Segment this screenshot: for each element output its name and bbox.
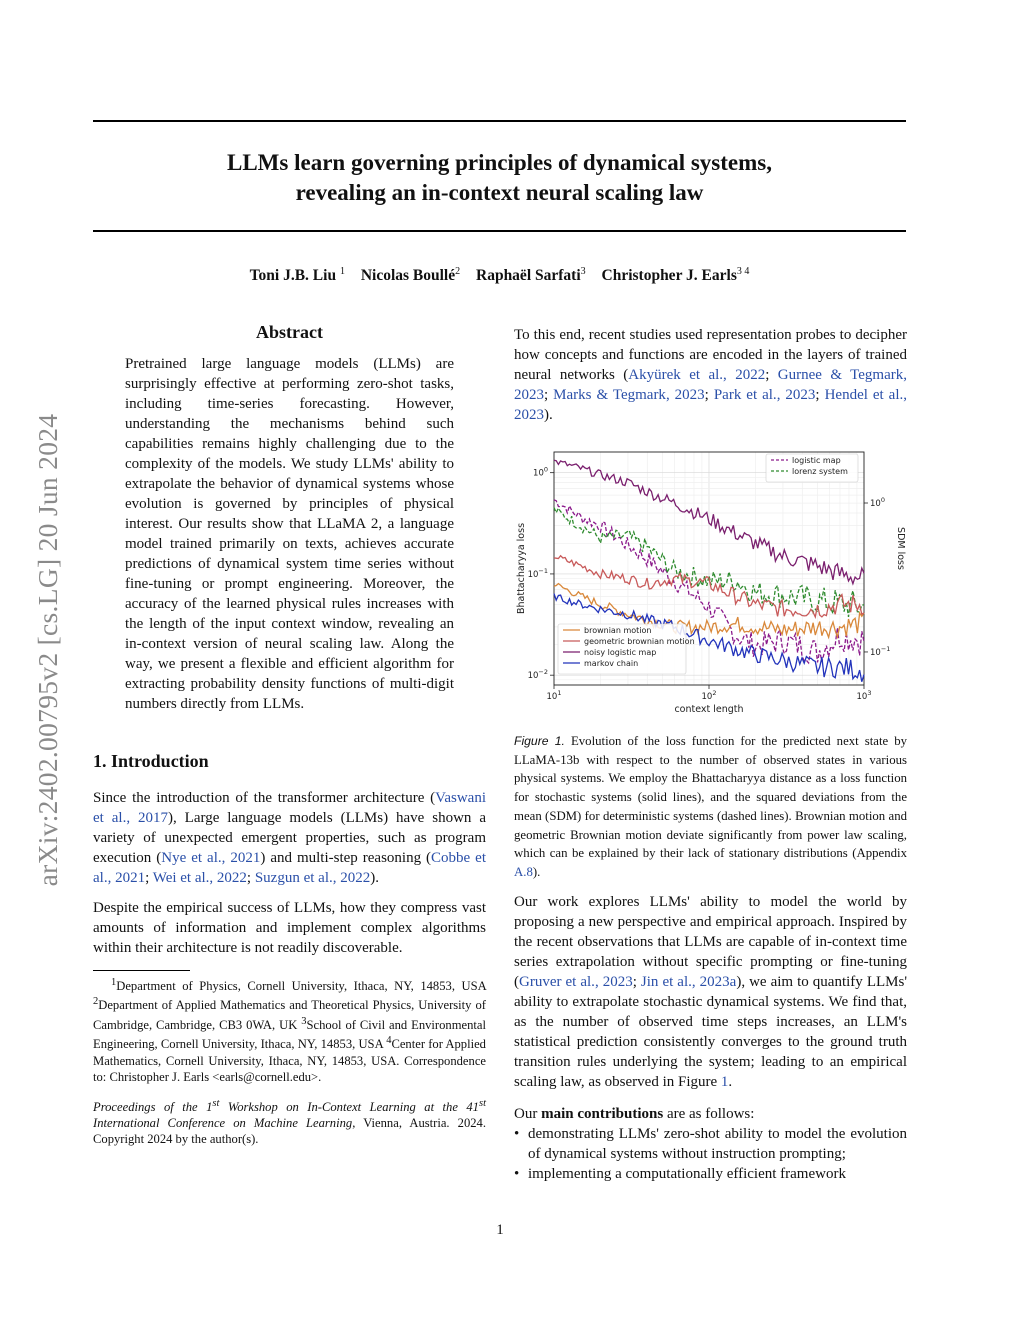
intro-heading: 1. Introduction: [93, 751, 209, 771]
author: Nicolas Boullé$^2$: [360, 266, 461, 285]
citation-link[interactable]: Akyürek et al., 2022: [628, 367, 766, 383]
abstract-heading: Abstract: [256, 322, 323, 342]
paper-title-line1: LLMs learn governing principles of dynamical systems,: [227, 150, 772, 175]
author-list: [93, 266, 906, 285]
x-tick-label: $10^2$: [701, 689, 717, 702]
arxiv-stamp: arXiv:2402.00795v2 [cs.LG] 20 Jun 2024: [32, 413, 63, 887]
page-number: 1: [496, 1222, 504, 1238]
y-right-tick-label: $10^{-1}$: [870, 644, 891, 658]
citation-link[interactable]: Vaswani et al., 2017: [93, 790, 486, 826]
citation-link[interactable]: Marks & Tegmark, 2023: [553, 387, 705, 403]
citation-link[interactable]: Nye et al., 2021: [161, 850, 261, 866]
x-tick-label: $10^3$: [856, 689, 872, 702]
loss-scaling-chart: [510, 440, 910, 715]
contributions-list: [514, 1124, 907, 1184]
citation-link[interactable]: Wei et al., 2022: [152, 870, 247, 886]
citation-link[interactable]: Park et al., 2023: [713, 387, 816, 403]
citation-link[interactable]: Cobbe et al., 2021: [93, 850, 487, 886]
figure-caption: Figure 1. Evolution of the loss function for the predicted next state by LLaMA-13b with respect to the number of observed states in various physical systems. We employ the Bhattacharyya distance as a loss function for stochastic systems (solid lines), and the squared deviations from the mean (SDM) for deterministic systems (dashed lines). Brownian motion and geometric Brownian motion deviate significantly from power law scaling, which can be explained by their lack of stationary distributions (Appendix A.8).: [514, 734, 907, 879]
citation-link[interactable]: Gurnee & Tegmark, 2023: [514, 367, 907, 403]
author: Raphaël Sarfati$^3$: [476, 266, 586, 285]
right-paragraph-2: Our work explores LLMs' ability to model the world by proposing a new perspective and empirical approach. Inspired by the recent observations that LLMs are capable of in-context time series extrapolation without specific prompting or fine-tuning (Gruver et al., 2023; Jin et al., 2023a), we aim to quantify LLMs' ability to extrapolate stochastic dynamical systems. We find that, as the number of observed time steps increases, an LLM's statistical prediction consistently converges to the ground truth transition rules underlying the system; leading to an empirical scaling law, as observed in Figure 1.: [514, 894, 908, 1090]
legend-label: logistic map: [792, 456, 841, 465]
appendix-link[interactable]: A.8: [514, 864, 533, 879]
title-top-rule: [93, 120, 906, 122]
x-tick-label: $10^1$: [546, 689, 562, 702]
plot-area: [516, 452, 906, 715]
intro-paragraph-2: Despite the empirical success of LLMs, how they compress vast amounts of information and implement complex algorithms within their architecture is not readily discoverable.: [93, 900, 486, 956]
paper-title-line2: revealing an in-context neural scaling law: [295, 180, 704, 205]
y-axis-label: Bhattacharyya loss: [516, 522, 527, 615]
right-column-lower: [514, 892, 907, 1184]
contributions-intro: Our main contributions are as follows:: [514, 1106, 755, 1122]
y-right-tick-label: $10^0$: [870, 496, 885, 510]
proceedings-note: Proceedings of the 1st Workshop on In-Context Learning at the 41st International Conference on Machine Learning, Vienna, Austria. 2024. Copyright 2024 by the author(s).: [93, 1097, 486, 1147]
abstract-text: Pretrained large language models (LLMs) are surprisingly effective at performing zero-shot tasks, including time-series forecasting. However, understanding the mechanisms behind such capabilities remains highly challenging due to the complexity of the models. We study LLMs' ability to extrapolate the behavior of dynamical systems whose evolution is governed by principles of physical interest. Our results show that LLaMA 2, a language model trained primarily on texts, achieves accurate predictions of dynamical system time series without fine-tuning or prompt engineering. Moreover, the accuracy of the learned physical rules increases with the length of the input context window, revealing an in-context version of neural scaling law. Along the way, we present a flexible and efficient algorithm for extracting probability density functions of multi-digit numbers directly from LLMs.: [125, 356, 454, 712]
right-paragraph-1: To this end, recent studies used representation probes to decipher how concepts and functions are encoded in the layers of trained neural networks (Akyürek et al., 2022; Gurnee & Tegmark, 2023; Marks & Tegmark, 2023; Park et al., 2023; Hendel et al., 2023).: [514, 327, 908, 423]
footnote-rule: [93, 970, 190, 971]
citation-link[interactable]: Gruver et al., 2023: [519, 974, 633, 990]
legend-label: geometric brownian motion: [584, 637, 695, 646]
affiliations-footnote: $^1$Department of Physics, Cornell University, Ithaca, NY, 14853, USA $^2$Department of Applied Mathematics and Theoretical Physics, University of Cambridge, Cambridge, CB3 0WA, UK $^3$School of Civil and Environmental Engineering, Cornell University, Ithaca, NY, 14853, USA $^4$Center for Applied Mathematics, Cornell University, Ithaca, NY, 14853, USA. Correspondence to: Christopher J. Earls <earls@cornell.edu>.: [93, 977, 486, 1085]
right-column: [514, 325, 907, 425]
list-item: • implementing a computationally efficient framework: [514, 1164, 907, 1184]
figure-link[interactable]: 1: [720, 1074, 729, 1090]
intro-paragraph-1: Since the introduction of the transformer architecture (Vaswani et al., 2017), Large language models (LLMs) have shown a variety of unexpected emergent properties, such as program execution (Nye et al., 2021) and multi-step reasoning (Cobbe et al., 2021; Wei et al., 2022; Suzgun et al., 2022).: [93, 790, 487, 886]
citation-link[interactable]: Suzgun et al., 2022: [254, 870, 371, 886]
y-tick-label: $10^0$: [533, 465, 548, 479]
y-tick-label: $10^{-2}$: [527, 668, 548, 682]
title-bottom-rule: [93, 230, 906, 232]
y-right-axis-label: SDM loss: [895, 527, 906, 570]
y-tick-label: $10^{-1}$: [527, 566, 548, 580]
author: Christopher J. Earls$^{3 4}$: [601, 266, 750, 285]
left-column: [93, 322, 486, 1148]
legend-label: markov chain: [584, 659, 639, 668]
citation-link[interactable]: Jin et al., 2023a: [640, 974, 737, 990]
citation-link[interactable]: Hendel et al., 2023: [514, 387, 908, 423]
legend-label: lorenz system: [792, 467, 848, 476]
author: Toni J.B. Liu $^1$: [249, 266, 345, 285]
legend-label: noisy logistic map: [584, 648, 657, 657]
x-axis-label: context length: [674, 704, 744, 715]
legend-label: brownian motion: [584, 626, 652, 635]
list-item: • demonstrating LLMs' zero-shot ability to model the evolution of dynamical systems without instruction prompting;: [514, 1124, 907, 1164]
